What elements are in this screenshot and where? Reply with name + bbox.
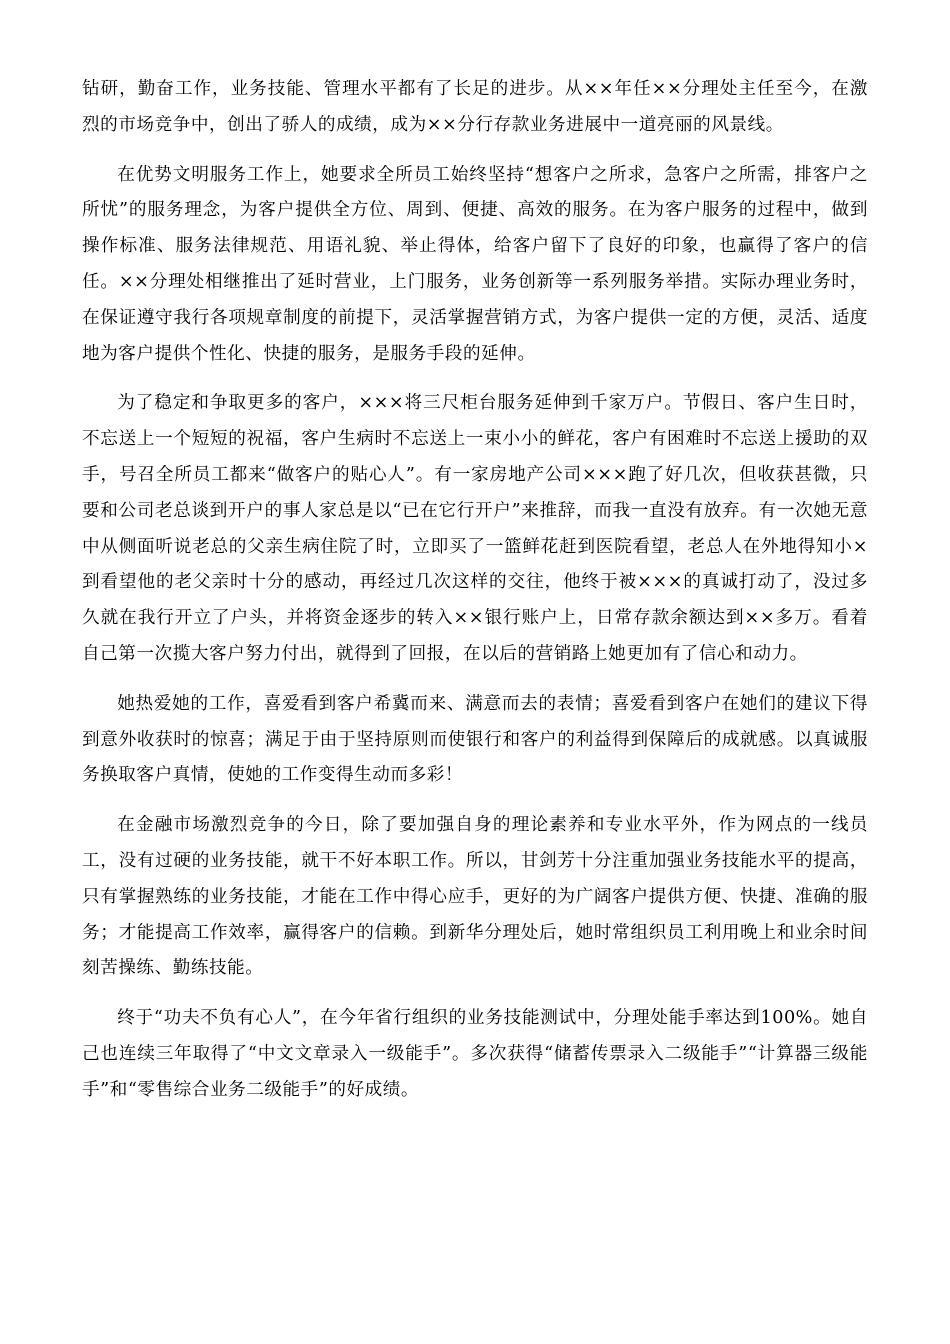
- paragraph-service-quality: 在优势文明服务工作上，她要求全所员工始终坚持“想客户之所求，急客户之所需，排客户之所忧”的服务理念，为客户提供全方位、周到、便捷、高效的服务。在为客户服务的过程中，做到操作标准、服务法律规范、用语礼貌、举止得体，给客户留下了良好的印象，也赢得了客户的信任。××分理处相继推出了延时营业，上门服务，业务创新等一系列服务举措。实际办理业务时，在保证遵守我行各项规章制度的前提下，灵活掌握营销方式，为客户提供一定的方便，灵活、适度地为客户提供个性化、快捷的服务，是服务手段的延伸。: [82, 164, 868, 364]
- paragraph-work-passion: 她热爱她的工作，喜爱看到客户希冀而来、满意而去的表情；喜爱看到客户在她们的建议下得到意外收获时的惊喜；满足于由于坚持原则而使银行和客户的利益得到保障后的成就感。以真诚服务换取客户真情，使她的工作变得生动而多彩！: [82, 693, 868, 786]
- paragraph-achievements: 终于“功夫不负有心人”，在今年省行组织的业务技能测试中，分理处能手率达到100%。她自己也连续三年取得了“中文文章录入一级能手”。多次获得“储蓄传票录入二级能手”“计算器三级能手”和“零售综合业务二级能手”的好成绩。: [82, 1008, 868, 1100]
- paragraph-continuation: 钻研，勤奋工作，业务技能、管理水平都有了长足的进步。从××年任××分理处主任至今，在激烈的市场竞争中，创出了骄人的成绩，成为××分行存款业务进展中一道亮丽的风景线。: [82, 79, 868, 135]
- paragraph-customer-outreach: 为了稳定和争取更多的客户，×××将三尺柜台服务延伸到千家万户。节假日、客户生日时，不忘送上一个短短的祝福，客户生病时不忘送上一束小小的鲜花，客户有困难时不忘送上援助的双手，号召全所员工都来“做客户的贴心人”。有一家房地产公司×××跑了好几次，但收获甚微，只要和公司老总谈到开户的事人家总是以“已在它行开户”来推辞，而我一直没有放弃。有一次她无意中从侧面听说老总的父亲生病住院了时，立即买了一篮鲜花赶到医院看望，老总人在外地得知小×到看望他的老父亲时十分的感动，再经过几次这样的交往，他终于被×××的真诚打动了，没过多久就在我行开立了户头，并将资金逐步的转入××银行账户上，日常存款余额达到××多万。看着自己第一次揽大客户努力付出，就得到了回报，在以后的营销路上她更加有了信心和动力。: [82, 393, 868, 664]
- paragraph-skill-training: 在金融市场激烈竞争的今日，除了要加强自身的理论素养和专业水平外，作为网点的一线员工，没有过硬的业务技能，就干不好本职工作。所以，甘剑芳十分注重加强业务技能水平的提高，只有掌握熟练的业务技能，才能在工作中得心应手，更好的为广阔客户提供方便、快捷、准确的服务；才能提高工作效率，赢得客户的信赖。到新华分理处后，她时常组织员工利用晚上和业余时间刻苦操练、勤练技能。: [82, 815, 868, 979]
